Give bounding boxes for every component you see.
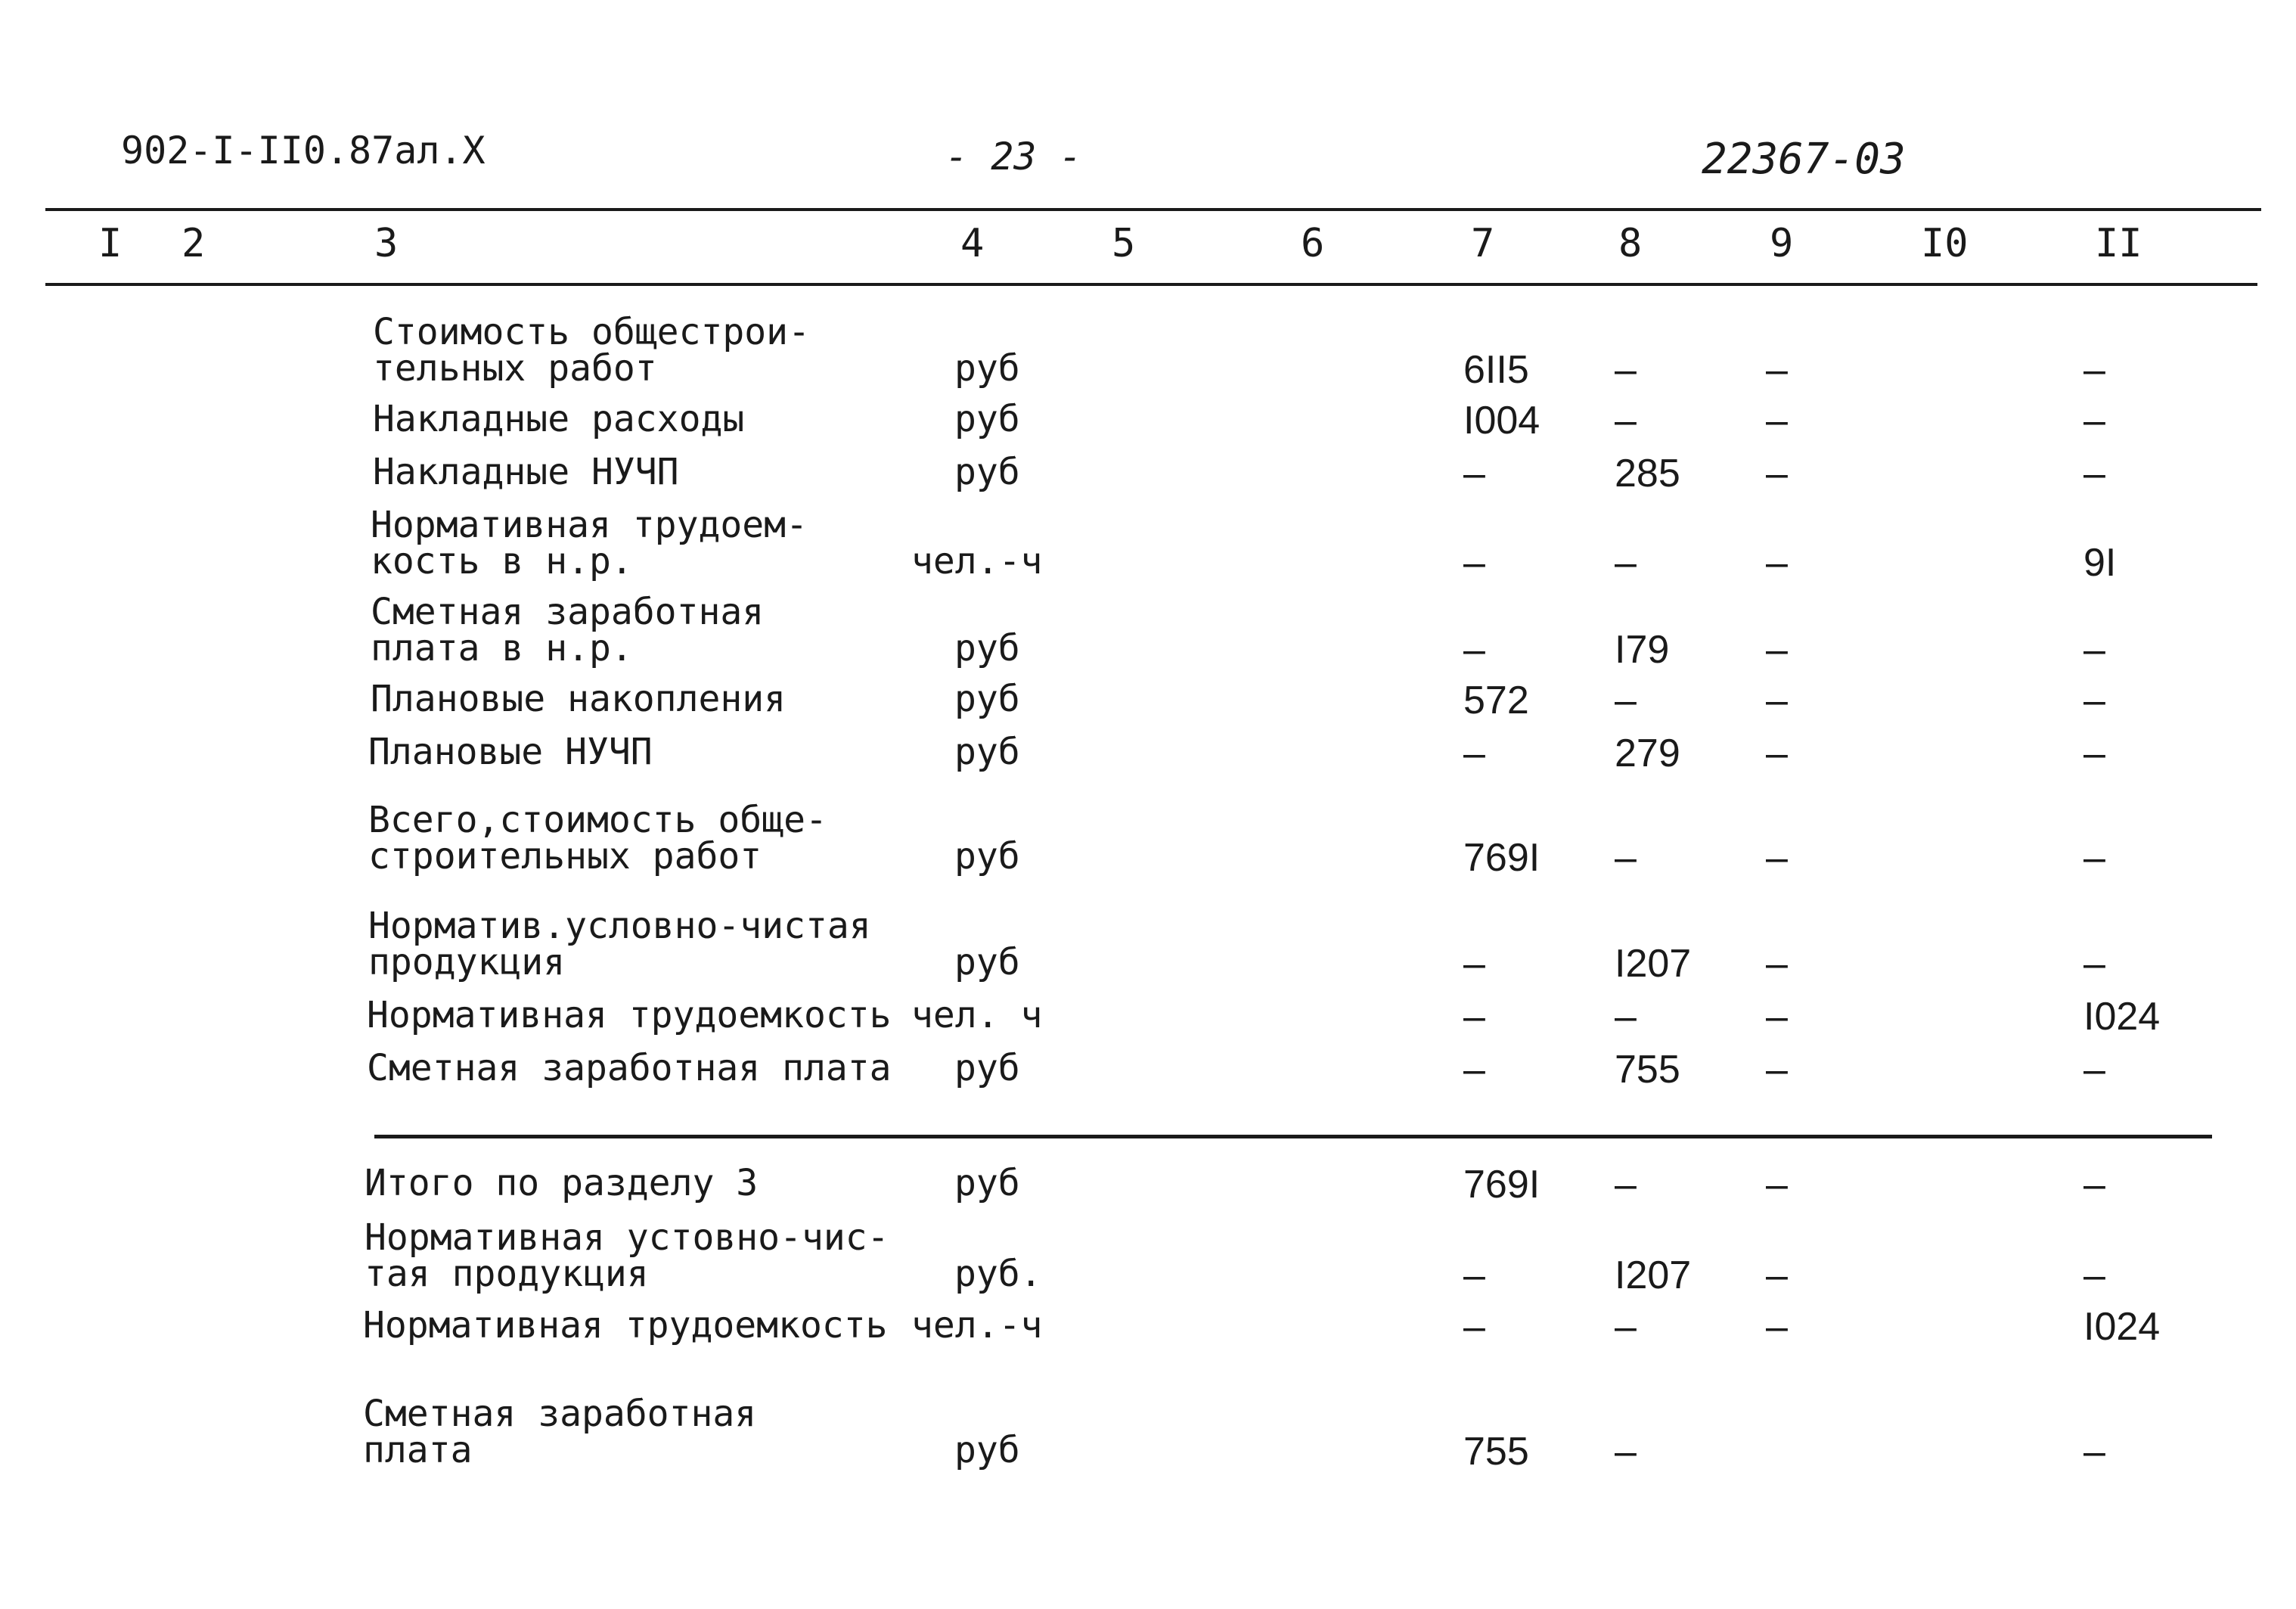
row-label: Нормативная трудоемкость <box>367 994 892 1036</box>
cell-col-11: – <box>2083 1253 2105 1297</box>
cell-col-9: – <box>1766 1253 1788 1297</box>
cell-col-9: – <box>1766 399 1788 443</box>
cell-col-7: – <box>1463 995 1485 1039</box>
cell-col-7: – <box>1463 942 1485 986</box>
unit-cell: руб <box>954 398 1020 440</box>
cell-col-9: – <box>1766 1305 1788 1349</box>
column-number-2: 2 <box>182 221 206 266</box>
column-number-7: 7 <box>1471 221 1495 266</box>
unit-cell: руб <box>954 451 1020 493</box>
column-number-3: 3 <box>374 221 399 266</box>
cell-col-9: – <box>1766 942 1788 986</box>
column-number-5: 5 <box>1112 221 1136 266</box>
unit-cell: руб. <box>954 1253 1042 1295</box>
row-label: Плановые накопления <box>371 678 787 720</box>
cell-col-8: – <box>1615 995 1637 1039</box>
cell-col-8: – <box>1615 1305 1637 1349</box>
cell-col-8: I207 <box>1615 942 1692 986</box>
header-top-rule <box>45 208 2261 211</box>
cell-col-8: 755 <box>1615 1048 1680 1092</box>
row-label: Итого по разделу 3 <box>365 1162 759 1204</box>
row-label: Нормативная трудоем- <box>371 504 808 546</box>
cell-col-9: – <box>1766 995 1788 1039</box>
cell-col-8: – <box>1615 348 1637 392</box>
cell-col-11: – <box>2083 452 2105 495</box>
cell-col-11: – <box>2083 942 2105 986</box>
unit-cell: руб <box>954 1162 1020 1204</box>
cell-col-11: I024 <box>2083 1305 2161 1349</box>
column-number-1: I <box>98 221 123 266</box>
cell-col-11: – <box>2083 1430 2105 1474</box>
cell-col-8: – <box>1615 836 1637 880</box>
unit-cell: руб <box>954 835 1020 877</box>
cell-col-9: – <box>1766 628 1788 672</box>
row-label: Сметная заработная плата <box>367 1047 892 1089</box>
unit-cell: чел. ч <box>911 994 1043 1036</box>
row-label: Сметная заработная <box>371 591 765 633</box>
cell-col-7: – <box>1463 452 1485 495</box>
row-label: плата <box>363 1429 473 1471</box>
cell-col-9: – <box>1766 348 1788 392</box>
row-label: Накладные НУЧП <box>373 451 679 493</box>
cell-col-7: – <box>1463 628 1485 672</box>
row-label: Нормативная трудоемкость <box>363 1304 888 1347</box>
cell-col-7: – <box>1463 541 1485 585</box>
row-label: кость в н.р. <box>371 540 633 582</box>
cell-col-8: 285 <box>1615 452 1680 495</box>
cell-col-11: – <box>2083 732 2105 775</box>
unit-cell: чел.-ч <box>911 1304 1043 1347</box>
section-divider <box>374 1135 2212 1138</box>
cell-col-11: – <box>2083 348 2105 392</box>
row-label: Норматив.условно-чистая <box>368 905 871 947</box>
cell-col-11: – <box>2083 628 2105 672</box>
unit-cell: руб <box>954 731 1020 773</box>
cell-col-9: – <box>1766 1163 1788 1207</box>
row-label: тая продукция <box>365 1253 649 1295</box>
cell-col-7: – <box>1463 732 1485 775</box>
row-label: плата в н.р. <box>371 627 633 669</box>
cell-col-9: – <box>1766 732 1788 775</box>
unit-cell: чел.-ч <box>911 540 1043 582</box>
unit-cell: руб <box>954 678 1020 720</box>
unit-cell: руб <box>954 941 1020 983</box>
column-number-9: 9 <box>1770 221 1794 266</box>
row-label: Накладные расходы <box>373 398 745 440</box>
cell-col-7: – <box>1463 1305 1485 1349</box>
column-number-6: 6 <box>1301 221 1325 266</box>
cell-col-9: – <box>1766 679 1788 722</box>
cell-col-8: 279 <box>1615 732 1680 775</box>
row-label: строительных работ <box>368 835 762 877</box>
cell-col-7: – <box>1463 1048 1485 1092</box>
cell-col-9: – <box>1766 1048 1788 1092</box>
unit-cell: руб <box>954 627 1020 669</box>
cell-col-7: 755 <box>1463 1430 1529 1474</box>
cell-col-8: – <box>1615 541 1637 585</box>
cell-col-7: 769I <box>1463 836 1540 880</box>
cell-col-11: 9I <box>2083 541 2117 585</box>
cell-col-8: I207 <box>1615 1253 1692 1297</box>
cell-col-7: 572 <box>1463 679 1529 722</box>
column-number-10: I0 <box>1921 221 1969 266</box>
cell-col-11: – <box>2083 1048 2105 1092</box>
cell-col-7: – <box>1463 1253 1485 1297</box>
row-label: Сметная заработная <box>363 1393 757 1435</box>
header-bottom-rule <box>45 283 2257 286</box>
cell-col-7: I004 <box>1463 399 1540 443</box>
cell-col-7: 6II5 <box>1463 348 1529 392</box>
column-number-11: II <box>2095 221 2142 266</box>
unit-cell: руб <box>954 1047 1020 1089</box>
cell-col-11: I024 <box>2083 995 2161 1039</box>
cell-col-8: – <box>1615 679 1637 722</box>
cell-col-8: I79 <box>1615 628 1670 672</box>
unit-cell: руб <box>954 347 1020 390</box>
cell-col-11: – <box>2083 1163 2105 1207</box>
row-label: Плановые НУЧП <box>368 731 653 773</box>
page-number: - 23 - <box>945 135 1082 179</box>
cell-col-8: – <box>1615 399 1637 443</box>
unit-cell: руб <box>954 1429 1020 1471</box>
cell-col-8: – <box>1615 1163 1637 1207</box>
cell-col-11: – <box>2083 836 2105 880</box>
cell-col-11: – <box>2083 399 2105 443</box>
cell-col-9: – <box>1766 836 1788 880</box>
row-label: Нормативная устовно-чис- <box>365 1216 889 1259</box>
document-number: 22367-03 <box>1702 135 1906 184</box>
cell-col-9: – <box>1766 452 1788 495</box>
row-label: продукция <box>368 941 566 983</box>
column-number-8: 8 <box>1618 221 1643 266</box>
cell-col-8: – <box>1615 1430 1637 1474</box>
cell-col-9: – <box>1766 541 1788 585</box>
document-code: 902-I-II0.87ал.X <box>121 129 486 172</box>
column-number-4: 4 <box>960 221 985 266</box>
row-label: Стоимость общестрои- <box>373 311 810 353</box>
cell-col-11: – <box>2083 679 2105 722</box>
row-label: тельных работ <box>373 347 657 390</box>
row-label: Всего,стоимость обще- <box>368 799 827 841</box>
cell-col-7: 769I <box>1463 1163 1540 1207</box>
